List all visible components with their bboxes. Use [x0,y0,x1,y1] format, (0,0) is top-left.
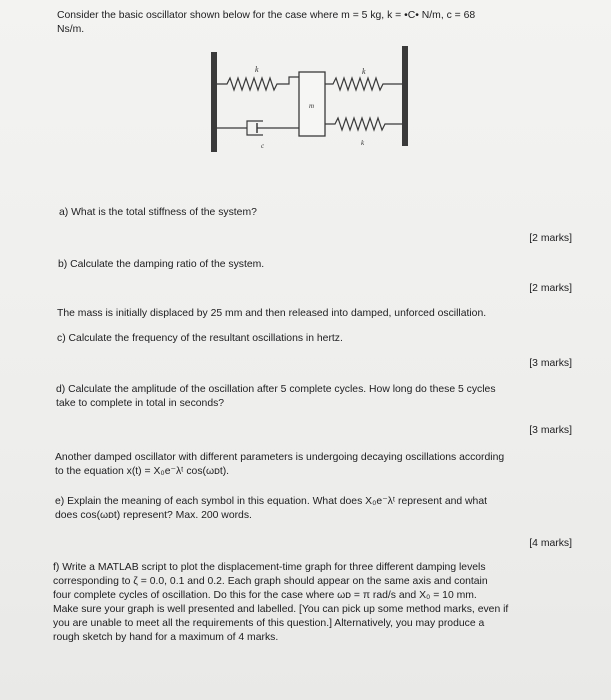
damper [217,121,299,135]
question-f-line-6: rough sketch by hand for a maximum of 4 marks. [53,632,279,643]
question-d-marks: [3 marks] [529,425,572,436]
question-f-line-5: you are unable to meet all the requirements of this question.] Alternatively, you may produce a [53,618,485,629]
damper-label: c [261,142,265,150]
question-c: c) Calculate the frequency of the resultant oscillations in hertz. [57,333,343,344]
question-a: a) What is the total stiffness of the system? [59,207,257,218]
spring-top-right [325,78,402,90]
question-e-line-1: e) Explain the meaning of each symbol in this equation. What does X₀e⁻λᵗ represent and what [55,496,487,507]
another-oscillator-line-1: Another damped oscillator with different parameters is undergoing decaying oscillations according [55,452,505,463]
question-f-line-3: four complete cycles of oscillation. Do this for the case where ωᴅ = π rad/s and X₀ = 10 mm. [53,590,477,601]
intro-line-2: Ns/m. [57,24,85,35]
mass-label: m [309,102,315,110]
question-a-marks: [2 marks] [529,233,572,244]
question-c-marks: [3 marks] [529,358,572,369]
question-e-line-2: does cos(ωᴅt) represent? Max. 200 words. [55,510,252,521]
spring-top-left [217,77,299,90]
question-f-line-2: corresponding to ζ = 0.0, 0.1 and 0.2. Each graph should appear on the same axis and contain [53,576,488,587]
spring-bottom-right [325,118,402,130]
left-wall [211,52,217,152]
question-b: b) Calculate the damping ratio of the system. [58,259,265,270]
question-f-line-4: Make sure your graph is well presented and labelled. [You can pick up some method marks, even if [53,604,509,615]
question-f-line-1: f) Write a MATLAB script to plot the displacement-time graph for three different damping levels [53,562,486,573]
spring-bottom-right-label: k [361,139,365,147]
question-d-line-2: take to complete in total in seconds? [56,398,225,409]
another-oscillator-line-2: to the equation x(t) = X₀e⁻λᵗ cos(ωᴅt). [55,466,230,477]
oscillator-diagram-svg [205,44,415,162]
question-e-marks: [4 marks] [529,538,572,549]
mass-displaced-statement: The mass is initially displaced by 25 mm and then released into damped, unforced oscillation. [57,308,487,319]
spring-top-right-label: k [362,67,366,76]
right-wall [402,46,408,146]
intro-line-1: Consider the basic oscillator shown below for the case where m = 5 kg, k = •C• N/m, c = 68 [57,10,476,21]
oscillator-diagram [205,44,415,162]
spring-top-left-label: k [255,65,259,74]
question-d-line-1: d) Calculate the amplitude of the oscillation after 5 complete cycles. How long do these 5 cycles [56,384,496,395]
question-b-marks: [2 marks] [529,283,572,294]
